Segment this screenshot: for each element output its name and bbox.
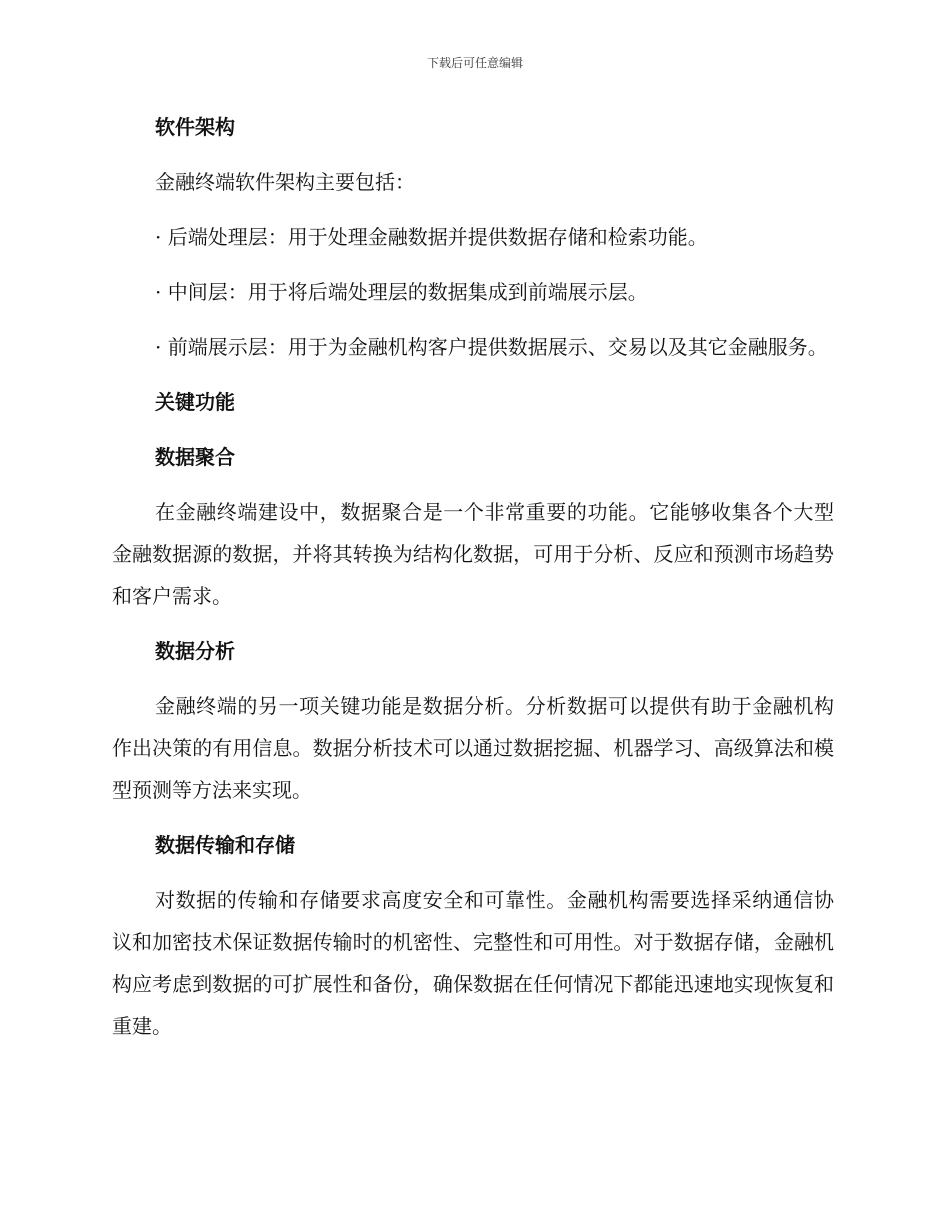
bullet-backend-layer: · 后端处理层：用于处理金融数据并提供数据存储和检索功能。 [155,225,708,249]
document-body [112,106,834,1060]
heading-data-transfer-storage: 数据传输和存储 [155,833,295,857]
bullet-middle-layer: · 中间层：用于将后端处理层的数据集成到前端展示层。 [155,280,648,304]
paragraph-data-aggregation: 在金融终端建设中，数据聚合是一个非常重要的功能。它能够收集各个大型金融数据源的数据，并将其转换为结构化数据，可用于分析、反应和预测市场趋势和客户需求。 [112,500,834,608]
bullet-frontend-layer: · 前端展示层：用于为金融机构客户提供数据展示、交易以及其它金融服务。 [155,335,828,359]
heading-software-architecture: 软件架构 [155,115,235,139]
heading-key-functions: 关键功能 [155,390,235,414]
paragraph-architecture-intro: 金融终端软件架构主要包括： [155,170,415,194]
paragraph-data-analysis: 金融终端的另一项关键功能是数据分析。分析数据可以提供有助于金融机构作出决策的有用信息。数据分析技术可以通过数据挖掘、机器学习、高级算法和模型预测等方法来实现。 [112,694,834,802]
paragraph-data-transfer-storage: 对数据的传输和存储要求高度安全和可靠性。金融机构需要选择采纳通信协议和加密技术保证数据传输时的机密性、完整性和可用性。对于数据存储，金融机构应考虑到数据的可扩展性和备份，确保数据在任何情况下都能迅速地实现恢复和重建。 [112,888,834,1038]
heading-data-aggregation: 数据聚合 [155,445,235,469]
heading-data-analysis: 数据分析 [155,639,235,663]
page-header: 下载后可任意编辑 [426,56,523,70]
